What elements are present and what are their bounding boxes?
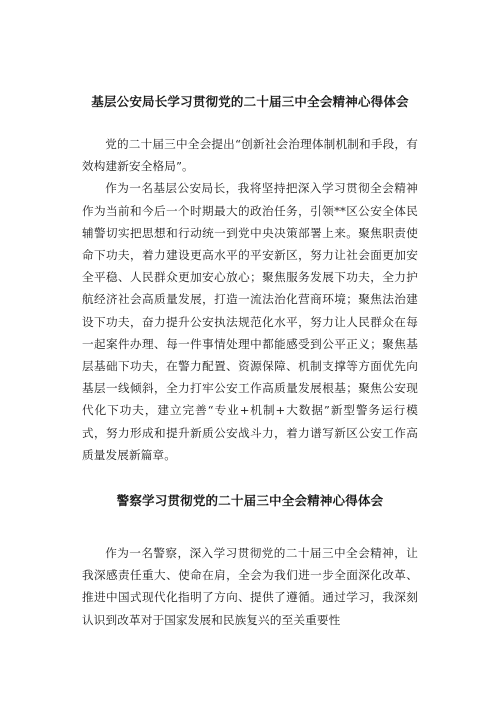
article-body-2 xyxy=(82,542,418,631)
article-title-2: 警察学习贯彻党的二十届三中全会精神心得体会 xyxy=(116,493,384,508)
article-body-1 xyxy=(82,133,418,466)
body-paragraph: 党的二十届三中全会提出“创新社会治理体制机制和手段，有效构建新安全格局”。 xyxy=(82,137,418,174)
body-paragraph: 作为一名基层公安局长，我将坚持把深入学习贯彻全会精神作为当前和今后一个时期最大的政治任务，引领**区公安全体民辅警切实把思想和行动统一到党中央决策部署上来。聚焦职责使命下功夫，着力建设更高水平的平安新区，努力让社会面更加安全平稳、人民群众更加安心放心；聚焦服务发展下功夫，全力护航经济社会高质量发展，打造一流法治化营商环境；聚焦法治建设下功夫，奋力提升公安执法规范化水平，努力让人民群众在每一起案件办理、每一件事情处理中都能感受到公平正义；聚焦基层基础下功夫，在警力配置、资源保障、机制支撑等方面优先向基层一线倾斜，全力打牢公安工作高质量发展根基；聚焦公安现代化下功夫，建立完善“专业+机制+大数据”新型警务运行模式，努力形成和提升新质公安战斗力，着力谱写新区公安工作高质量发展新篇章。 xyxy=(82,181,418,462)
article-title-1: 基层公安局长学习贯彻党的二十届三中全会精神心得体会 xyxy=(91,94,409,109)
body-paragraph: 作为一名警察，深入学习贯彻党的二十届三中全会精神，让我深感责任重大、使命在肩，全会为我们进一步全面深化改革、推进中国式现代化指明了方向、提供了遵循。通过学习，我深刻认识到改革对于国家发展和民族复兴的至关重要性 xyxy=(82,546,418,627)
